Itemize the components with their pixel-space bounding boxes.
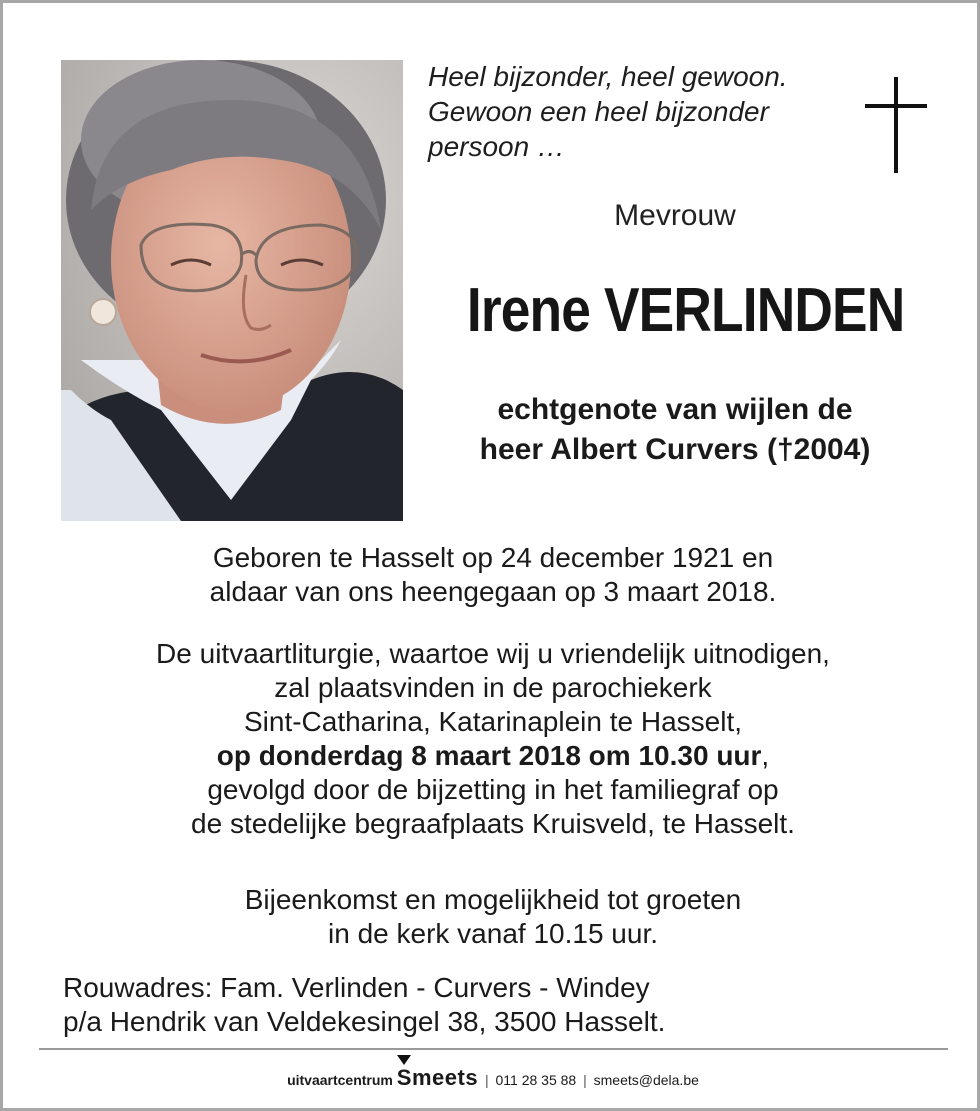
triangle-down-icon: [397, 1055, 411, 1065]
honorific-title: Mevrouw: [614, 199, 736, 232]
funeral-home-prefix: uitvaartcentrum: [287, 1072, 393, 1088]
liturgy-line: de stedelijke begraafplaats Kruisveld, te Hasselt.: [191, 808, 795, 839]
footer-divider: [39, 1048, 948, 1050]
spouse-info: [413, 390, 937, 470]
birth-death-info: [43, 541, 943, 609]
gathering-line: in de kerk vanaf 10.15 uur.: [328, 918, 658, 949]
spouse-line: echtgenote van wijlen de: [497, 393, 853, 426]
address-line: p/a Hendrik van Veldekesingel 38, 3500 Hasselt.: [63, 1006, 666, 1037]
liturgy-line: zal plaatsvinden in de parochiekerk: [274, 672, 712, 703]
quote-line: Heel bijzonder, heel gewoon.: [428, 61, 788, 92]
quote-line: Gewoon een heel bijzonder: [428, 96, 769, 127]
mourning-address: [63, 971, 923, 1039]
liturgy-date-suffix: ,: [761, 740, 770, 771]
funeral-home-footer: [3, 1065, 980, 1091]
deceased-name: Irene VERLINDEN: [466, 276, 905, 345]
quote: [428, 59, 848, 164]
funeral-home-phone[interactable]: 011 28 35 88: [495, 1072, 577, 1088]
latin-cross-icon: [865, 77, 927, 173]
death-line: aldaar van ons heengegaan op 3 maart 2018.: [209, 576, 777, 607]
spouse-line: heer Albert Curvers (†2004): [479, 433, 871, 466]
funeral-liturgy-info: [43, 637, 943, 841]
footer-separator: |: [484, 1072, 489, 1088]
funeral-home-email[interactable]: smeets@dela.be: [593, 1072, 699, 1088]
liturgy-line: De uitvaartliturgie, waartoe wij u vriendelijk uitnodigen,: [156, 638, 830, 669]
liturgy-line: gevolgd door de bijzetting in het familiegraf op: [207, 774, 779, 805]
liturgy-line: Sint-Catharina, Katarinaplein te Hasselt,: [243, 706, 743, 737]
birth-line: Geboren te Hasselt op 24 december 1921 en: [212, 542, 774, 573]
funeral-home-brand: Smeets: [396, 1065, 479, 1090]
quote-line: persoon …: [428, 131, 565, 162]
liturgy-date: op donderdag 8 maart 2018 om 10.30 uur: [216, 740, 762, 771]
gathering-info: [43, 883, 943, 951]
gathering-line: Bijeenkomst en mogelijkheid tot groeten: [244, 884, 742, 915]
footer-separator: |: [583, 1072, 587, 1088]
address-line: Rouwadres: Fam. Verlinden - Curvers - Windey: [63, 972, 650, 1003]
liturgy-date-line: [43, 739, 943, 773]
portrait-photo: [61, 60, 403, 521]
